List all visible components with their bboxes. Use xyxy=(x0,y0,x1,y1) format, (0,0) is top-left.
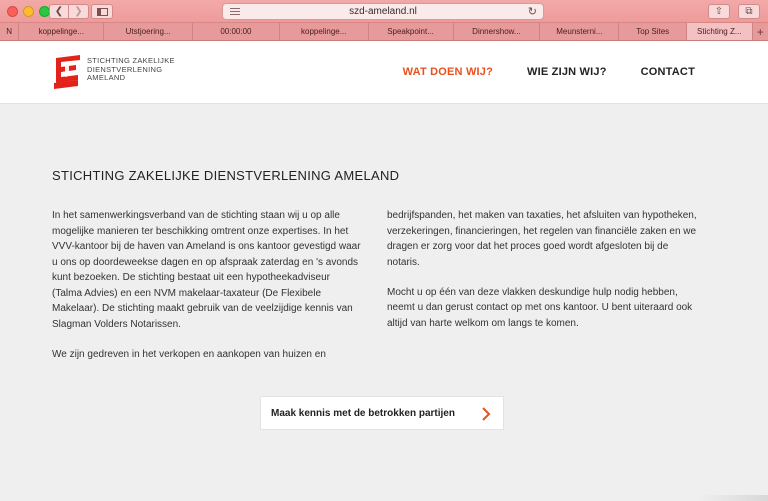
partners-cta-button[interactable] xyxy=(260,396,504,430)
logo-line: STICHTING ZAKELIJKE xyxy=(87,56,175,65)
minimize-window-button[interactable] xyxy=(23,6,34,17)
browser-toolbar xyxy=(0,0,768,23)
close-window-button[interactable] xyxy=(7,6,18,17)
paragraph: bedrijfspanden, het maken van taxaties, het afsluiten van hypotheken, verzekeringen, financieringen, het regelen van financiële zaken en we dragen er zorg voor dat het proces goed wordt afgesloten bij de notaris. xyxy=(387,210,697,268)
text-column-left xyxy=(52,208,362,377)
text-column-right xyxy=(387,208,699,346)
page-title: STICHTING ZAKELIJKE DIENSTVERLENING AMELAND xyxy=(52,168,400,183)
chevron-right-icon xyxy=(481,407,491,421)
tab-overview-button[interactable] xyxy=(738,4,760,19)
nav-item-wie-zijn-wij[interactable]: WIE ZIJN WIJ? xyxy=(527,66,607,78)
site-logo[interactable] xyxy=(52,55,175,89)
browser-tab[interactable]: 00:00:00 xyxy=(193,23,280,40)
address-bar[interactable] xyxy=(222,3,544,20)
logo-line: AMELAND xyxy=(87,73,126,82)
history-nav xyxy=(49,4,89,19)
logo-text xyxy=(87,57,175,83)
url-text: szd-ameland.nl xyxy=(349,6,417,17)
browser-tab[interactable]: Speakpoint... xyxy=(369,23,454,40)
nav-item-wat-doen-wij[interactable]: WAT DOEN WIJ? xyxy=(402,66,494,78)
tabs-icon: ⧉ xyxy=(745,6,753,17)
sidebar-icon xyxy=(97,8,108,16)
decorative-shadow xyxy=(698,495,768,501)
nav-item-contact[interactable]: CONTACT xyxy=(640,66,695,78)
sidebar-toggle-button[interactable] xyxy=(91,4,113,19)
main-content xyxy=(0,104,768,501)
cta-label: Maak kennis met de betrokken partijen xyxy=(271,407,455,419)
browser-tab[interactable]: N xyxy=(0,23,19,40)
logo-line: DIENSTVERLENING xyxy=(87,64,163,74)
browser-tab[interactable]: Utstjoering... xyxy=(104,23,193,40)
browser-tab[interactable]: Top Sites xyxy=(619,23,687,40)
browser-tab[interactable]: Stichting Z... xyxy=(687,23,753,40)
forward-button[interactable] xyxy=(69,4,89,19)
browser-tab[interactable]: koppelinge... xyxy=(19,23,104,40)
chevron-left-icon: ❮ xyxy=(54,6,64,17)
browser-tab[interactable]: Dinnershow... xyxy=(454,23,541,40)
browser-tab[interactable]: koppelinge... xyxy=(280,23,369,40)
paragraph: We zijn gedreven in het verkopen en aankopen van huizen en xyxy=(52,348,326,360)
reload-icon[interactable]: ↻ xyxy=(527,6,537,18)
main-nav xyxy=(403,66,695,78)
paragraph: Mocht u op één van deze vlakken deskundige hulp nodig hebben, neemt u dan gerust contact op met ons kantoor. U bent uiteraard ook altijd van harte welkom om langs te komen. xyxy=(387,286,693,329)
share-button[interactable] xyxy=(708,4,730,19)
logo-mark-icon xyxy=(52,55,82,89)
reader-icon[interactable] xyxy=(230,8,240,15)
back-button[interactable] xyxy=(49,4,69,19)
chevron-right-icon: ❯ xyxy=(74,6,83,17)
paragraph: In het samenwerkingsverband van de stichting staan wij u op alle mogelijke manieren ter beschikking omtrent onze expertises. In het VVV-kantoor bij de haven van Ameland is ons kantoor gevestigd waar u ons op doordeweekse dagen en op afspraak zaterdag en 's avonds kunt bezoeken. De stichting bestaat uit een hypotheekadviseur (Talma Advies) en een NVM makelaar-taxateur (De Flexibele Makelaar). De stichting maakt gebruik van de veelzijdige kennis van Slagman Volders Notarissen. xyxy=(52,210,361,330)
site-header xyxy=(0,41,768,104)
tab-bar xyxy=(0,23,768,41)
browser-tab[interactable]: Meunsterni... xyxy=(540,23,619,40)
window-controls xyxy=(7,6,50,17)
toolbar-right xyxy=(708,4,760,19)
share-icon: ⇧ xyxy=(714,6,724,17)
new-tab-button[interactable]: + xyxy=(756,24,764,39)
